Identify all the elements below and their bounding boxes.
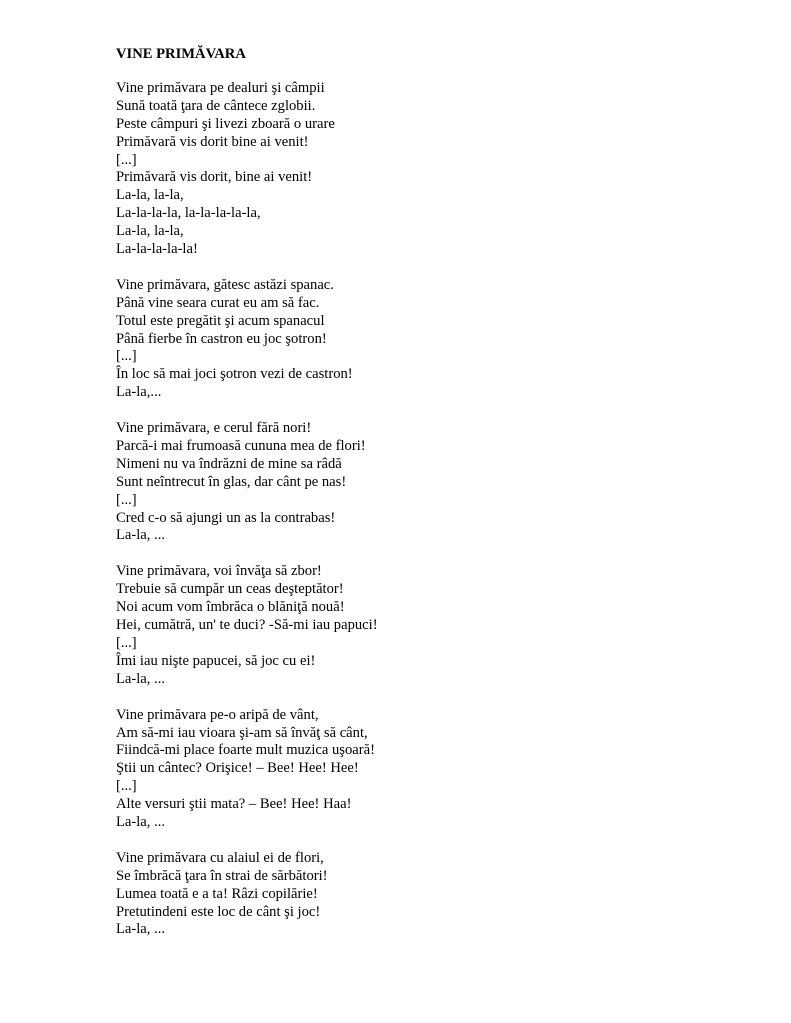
stanza-3	[116, 420, 756, 545]
verse-line: Primăvară vis dorit, bine ai venit!	[116, 169, 313, 186]
verse-line: [...]	[116, 634, 137, 651]
verse-line: Alte versuri ştii mata? – Bee! Hee! Haa!	[116, 796, 352, 813]
verse-line: La-la, ...	[116, 921, 166, 938]
verse-line: Sunt neîntrecut în glas, dar cânt pe nas!	[116, 473, 347, 490]
verse-line: Sună toată ţara de cântece zglobii.	[116, 97, 316, 114]
verse-line: Parcă-i mai frumoasă cununa mea de flori!	[116, 438, 366, 455]
verse-line: La-la, ...	[116, 527, 166, 544]
verse-line: Primăvară vis dorit bine ai venit!	[116, 133, 309, 150]
verse-line: Nimeni nu va îndrăzni de mine sa râdă	[116, 455, 342, 472]
verse-line: La-la-la-la, la-la-la-la-la,	[116, 205, 261, 222]
verse-line: Vine primăvara, voi învăţa să zbor!	[116, 563, 322, 580]
verse-line: Îmi iau nişte papucei, să joc cu ei!	[116, 652, 316, 669]
verse-line: Vine primăvara, gătesc astăzi spanac.	[116, 276, 334, 293]
verse-line: Se îmbrăcă ţara în strai de sărbători!	[116, 867, 328, 884]
verse-line: Trebuie să cumpăr un ceas deşteptător!	[116, 581, 344, 598]
verse-line: Vine primăvara pe dealuri şi câmpii	[116, 80, 325, 96]
verse-line: Vine primăvara cu alaiul ei de flori,	[116, 849, 324, 866]
verse-line: Până vine seara curat eu am să fac.	[116, 294, 320, 311]
verse-line: Am să-mi iau vioara şi-am să învăţ să cânt,	[116, 724, 368, 741]
stanza-list	[116, 80, 756, 939]
verse-line: Pretutindeni este loc de cânt şi joc!	[116, 903, 321, 920]
verse-line: Vine primăvara, e cerul fără nori!	[116, 420, 312, 437]
verse-line: La-la, la-la,	[116, 187, 184, 204]
verse-line: Noi acum vom îmbrăca o blăniţă nouă!	[116, 599, 345, 616]
verse-line: În loc să mai joci şotron vezi de castron!	[116, 366, 353, 383]
stanza-6	[116, 850, 756, 939]
stanza-1	[116, 80, 756, 259]
verse-line: Totul este pregătit şi acum spanacul	[116, 312, 325, 329]
verse-line: Vine primăvara pe-o aripă de vânt,	[116, 706, 319, 723]
verse-line: Până fierbe în castron eu joc şotron!	[116, 330, 327, 347]
verse-line: Ştii un cântec? Orişice! – Bee! Hee! Hee!	[116, 760, 359, 777]
verse-line: [...]	[116, 151, 137, 168]
verse-line: [...]	[116, 778, 137, 795]
verse-line: La-la, la-la,	[116, 223, 184, 240]
verse-line: La-la,...	[116, 384, 162, 401]
verse-line: La-la, ...	[116, 670, 166, 687]
verse-line: La-la-la-la-la!	[116, 241, 198, 258]
stanza-2	[116, 277, 756, 402]
verse-line: La-la, ...	[116, 813, 166, 830]
verse-line: [...]	[116, 491, 137, 508]
document-page	[116, 44, 756, 957]
verse-line: Fiindcă-mi place foarte mult muzica uşoară!	[116, 742, 375, 759]
verse-line: [...]	[116, 348, 137, 365]
song-title: VINE PRIMĂVARA	[116, 46, 246, 62]
stanza-4	[116, 563, 756, 688]
verse-line: Hei, cumătră, un' te duci? -Să-mi iau papuci!	[116, 617, 378, 634]
verse-line: Lumea toată e a ta! Râzi copilărie!	[116, 885, 318, 902]
verse-line: Peste câmpuri şi livezi zboară o urare	[116, 115, 335, 132]
stanza-5	[116, 707, 756, 832]
verse-line: Cred c-o să ajungi un as la contrabas!	[116, 509, 336, 526]
